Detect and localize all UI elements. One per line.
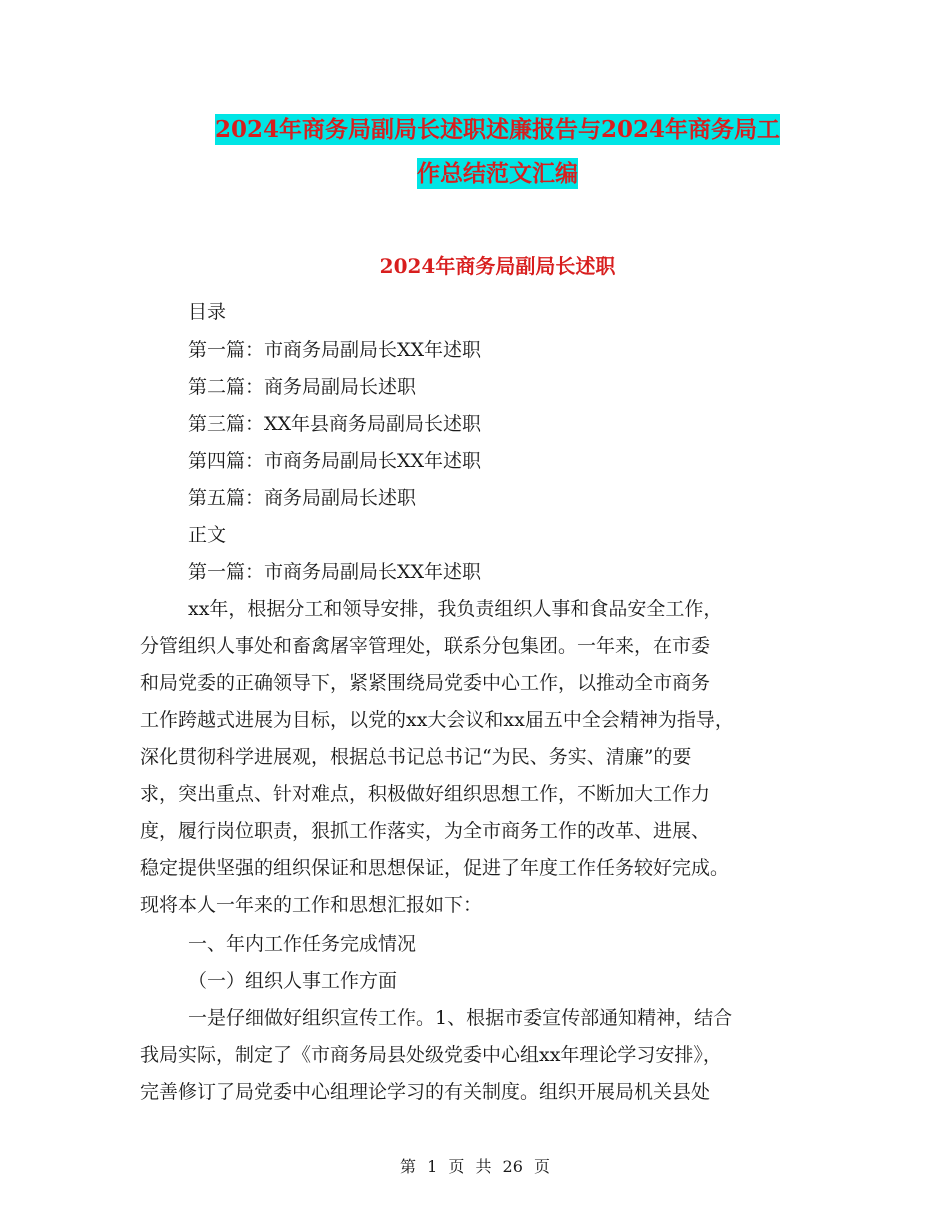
heading-b: （一）组织人事工作方面 bbox=[188, 970, 398, 992]
paragraph-line: 一是仔细做好组织宣传工作。1、根据市委宣传部通知精神，结合 bbox=[188, 1007, 733, 1029]
body-heading: 正文 bbox=[188, 524, 227, 546]
paragraph-line: 度，履行岗位职责，狠抓工作落实，为全市商务工作的改革、进展、 bbox=[140, 820, 711, 842]
paragraph-line: 完善修订了局党委中心组理论学习的有关制度。组织开展局机关县处 bbox=[140, 1081, 711, 1103]
paragraph-line: xx年，根据分工和领导安排，我负责组织人事和食品安全工作， bbox=[188, 598, 723, 620]
document-title-line-1: 2024年商务局副局长述职述廉报告与2024年商务局工 bbox=[214, 116, 781, 143]
paragraph-line: 分管组织人事处和畜禽屠宰管理处，联系分包集团。一年来，在市委 bbox=[140, 635, 711, 657]
toc-item-4: 第四篇：市商务局副局长XX年述职 bbox=[188, 450, 482, 472]
paragraph-line: 求，突出重点、针对难点，积极做好组织思想工作，不断加大工作力 bbox=[140, 783, 711, 805]
heading-a: 一、年内工作任务完成情况 bbox=[188, 933, 417, 955]
paragraph-line: 稳定提供坚强的组织保证和思想保证，促进了年度工作任务较好完成。 bbox=[140, 857, 730, 879]
page-number-footer: 第 1 页 共 26 页 bbox=[400, 1157, 550, 1176]
toc-item-5: 第五篇：商务局副局长述职 bbox=[188, 487, 417, 509]
toc-item-2: 第二篇：商务局副局长述职 bbox=[188, 376, 417, 398]
paragraph-line: 现将本人一年来的工作和思想汇报如下： bbox=[140, 894, 483, 916]
toc-item-1: 第一篇：市商务局副局长XX年述职 bbox=[188, 339, 482, 361]
toc-heading: 目录 bbox=[188, 301, 227, 323]
paragraph-line: 深化贯彻科学进展观，根据总书记总书记“为民、务实、清廉”的要 bbox=[140, 746, 692, 768]
paragraph-line: 工作跨越式进展为目标，以党的xx大会议和xx届五中全会精神为指导， bbox=[140, 709, 734, 731]
toc-item-3: 第三篇：XX年县商务局副局长述职 bbox=[188, 413, 482, 435]
section-title: 2024年商务局副局长述职 bbox=[379, 254, 616, 278]
part1-heading: 第一篇：市商务局副局长XX年述职 bbox=[188, 561, 482, 583]
paragraph-line: 和局党委的正确领导下，紧紧围绕局党委中心工作，以推动全市商务 bbox=[140, 672, 711, 694]
paragraph-line: 我局实际，制定了《市商务局县处级党委中心组xx年理论学习安排》， bbox=[140, 1044, 722, 1066]
document-title-line-2: 作总结范文汇编 bbox=[417, 160, 578, 187]
